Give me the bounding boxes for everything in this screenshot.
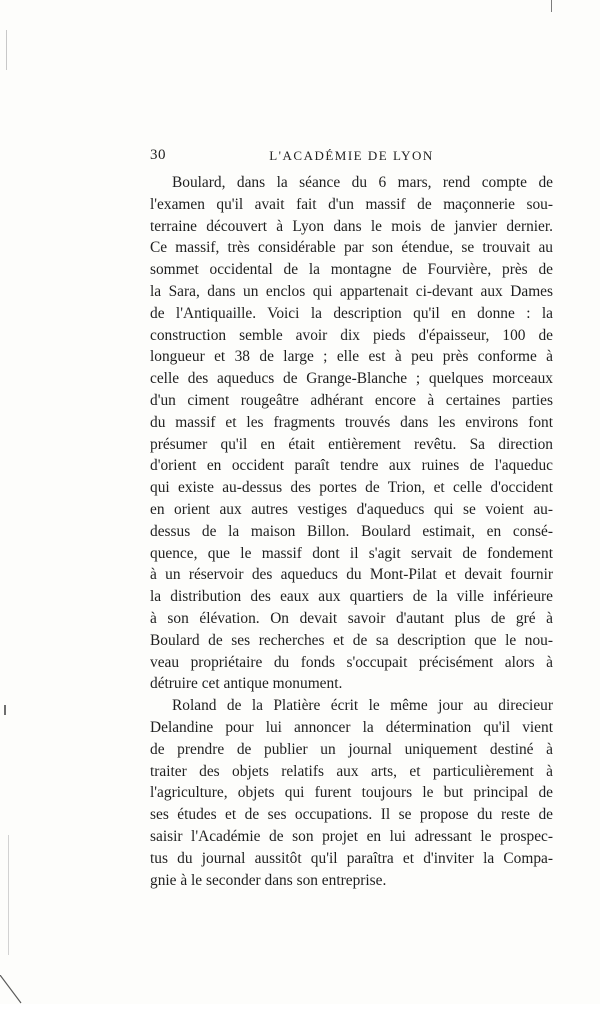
- running-head: [150, 147, 553, 167]
- text-line: présumer qu'il en était entièrement revêtu. Sa direction: [150, 435, 553, 453]
- text-line: de prendre de publier un journal uniquement destiné à: [150, 740, 553, 758]
- text-line: Boulard, dans la séance du 6 mars, rend compte de: [172, 174, 553, 191]
- text-line: ses études et de ses occupations. Il se propose du reste de: [150, 806, 553, 824]
- running-title: L'ACADÉMIE DE LYON: [269, 148, 434, 163]
- text-line: longueur et 38 de large ; elle est à peu près conforme à: [150, 348, 553, 366]
- text-line: construction semble avoir dix pieds d'épaisseur, 100 de: [150, 326, 553, 344]
- text-line: du massif et les fragments trouvés dans les environs font: [150, 413, 553, 431]
- text-line: qui existe au-dessus des portes de Trion, et celle d'occident: [150, 479, 553, 497]
- text-line: veau propriétaire du fonds s'occupait précisément alors à: [150, 653, 553, 671]
- text-line: saisir l'Académie de son projet en lui adressant le prospec-: [150, 827, 553, 845]
- text-line: Ce massif, très considérable par son étendue, se trouvait au: [150, 239, 553, 257]
- text-line: Boulard de ses recherches et de sa description que le nou-: [150, 631, 553, 649]
- text-line: gnie à le seconder dans son entreprise.: [150, 871, 387, 889]
- body-text: [150, 172, 553, 891]
- text-line: tus du journal aussitôt qu'il paraîtra et d'inviter la Compa-: [150, 849, 553, 867]
- text-line: terraine découvert à Lyon dans le mois de janvier dernier.: [150, 217, 553, 235]
- scan-artifact-mark: [4, 705, 6, 715]
- scan-artifact-mark: [551, 0, 552, 12]
- text-line: Roland de la Platière écrit le même jour au direcieur: [172, 697, 553, 715]
- text-line: traiter des objets relatifs aux arts, et particulièrement à: [150, 762, 553, 780]
- paragraph-boulard: [150, 172, 553, 695]
- text-line: celle des aqueducs de Grange-Blanche ; quelques morceaux: [150, 370, 553, 388]
- scan-artifact-mark: [6, 30, 7, 70]
- text-line: d'un ciment rougeâtre adhérant encore à certaines parties: [150, 391, 553, 409]
- page-number: 30: [150, 147, 166, 163]
- text-line: la Sara, dans un enclos qui appartenait ci-devant aux Dames: [150, 282, 553, 300]
- text-line: sommet occidental de la montagne de Fourvière, près de: [150, 261, 553, 279]
- paragraph-roland: [150, 695, 553, 891]
- scan-artifact-mark: [8, 835, 9, 955]
- text-line: en orient aux autres vestiges d'aqueducs qui se voient au-: [150, 500, 553, 518]
- text-line: à son élévation. On devait savoir d'autant plus de gré à: [150, 609, 553, 627]
- text-line: à un réservoir des aqueducs du Mont-Pilat et devait fournir: [150, 566, 553, 584]
- text-line: détruire cet antique monument.: [150, 675, 343, 693]
- text-line: Delandine pour lui annoncer la détermination qu'il vient: [150, 718, 553, 736]
- scan-artifact-diagonal-line: [0, 975, 22, 1004]
- text-line: l'examen qu'il avait fait d'un massif de maçonnerie sou-: [150, 195, 553, 213]
- text-line: d'orient en occident paraît tendre aux ruines de l'aqueduc: [150, 457, 553, 475]
- text-line: quence, que le massif dont il s'agit servait de fondement: [150, 544, 553, 562]
- text-line: l'agriculture, objets qui furent toujours le but principal de: [150, 784, 553, 802]
- text-line: de l'Antiquaille. Voici la description qu'il en donne : la: [150, 304, 553, 322]
- text-line: dessus de la maison Billon. Boulard estimait, en consé-: [150, 522, 553, 540]
- text-line: la distribution des eaux aux quartiers de la ville inférieure: [150, 588, 553, 606]
